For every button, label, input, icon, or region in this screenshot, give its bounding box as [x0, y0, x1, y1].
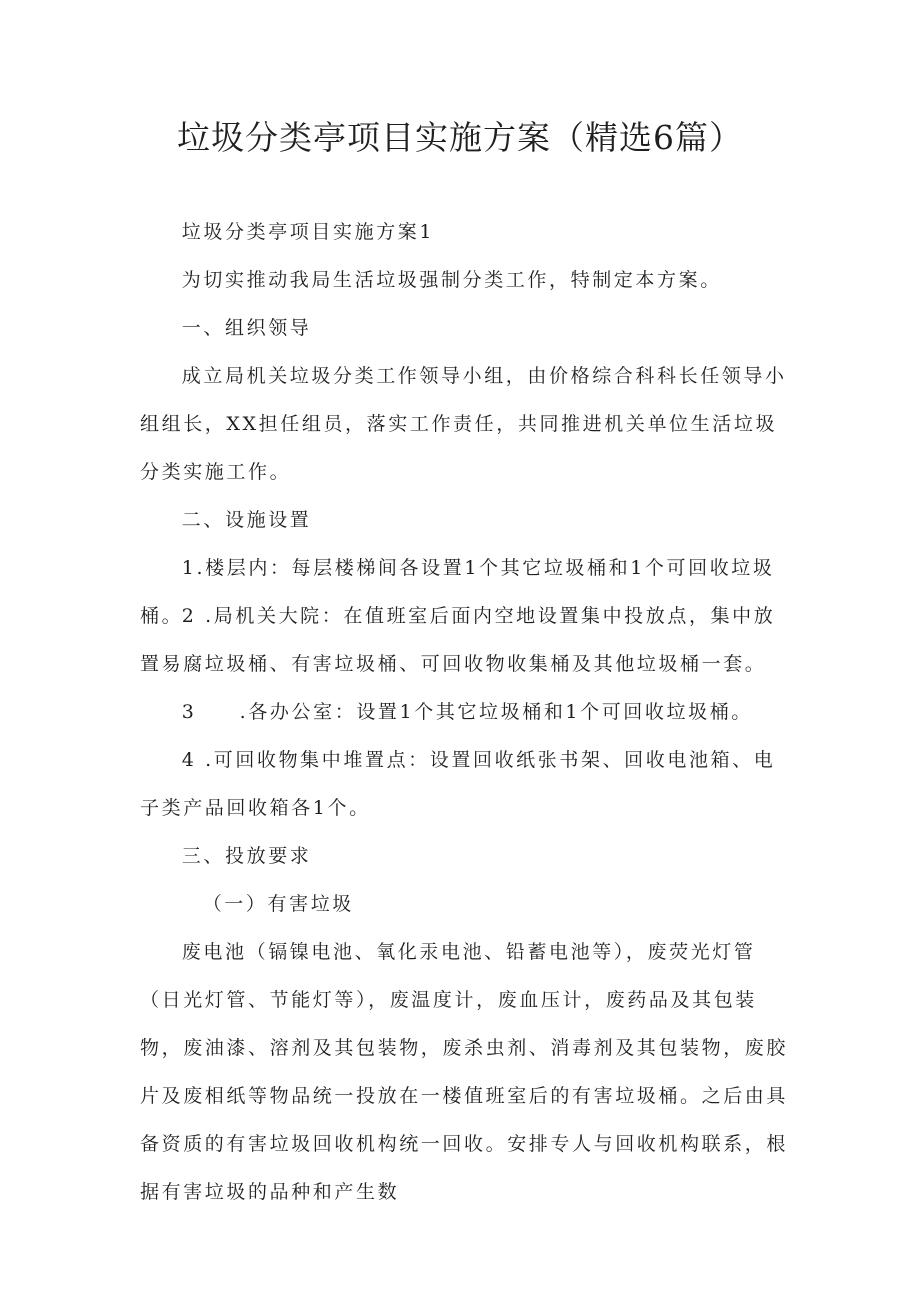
- section-heading-disposal: 三、投放要求: [181, 845, 312, 867]
- hazardous-waste-paragraph: 废电池（镉镍电池、氧化汞电池、铅蓄电池等），废荧光灯管（日光灯管、节能灯等），废温度计，废血压计，废药品及其包装物，废油漆、溶剂及其包装物，废杀虫剂、消毒剂及其包装物，废胶片及废相纸等物品统一投放在一楼值班室后的有害垃圾桶。之后由具备资质的有害垃圾回收机构统一回收。安排专人与回收机构联系，根据有害垃圾的品种和产生数: [140, 941, 789, 1203]
- facility-item-4: 4 .可回收物集中堆置点：设置回收纸张书架、回收电池箱、电子类产品回收箱各1个。: [140, 749, 776, 819]
- facility-item-2: 2 .局机关大院：在值班室后面内空地设置集中投放点，集中放置易腐垃圾桶、有害垃圾桶、可回收物收集桶及其他垃圾桶一套。: [140, 605, 776, 675]
- facility-item-3: 3 .各办公室：设置1个其它垃圾桶和1个可回收垃圾桶。: [181, 701, 753, 723]
- document-title: 垃圾分类亭项目实施方案（精选6篇）: [177, 118, 743, 157]
- section-heading-organization: 一、组织领导: [181, 317, 312, 339]
- subsection-heading-hazardous: （一）有害垃圾: [202, 893, 354, 915]
- organization-paragraph: 成立局机关垃圾分类工作领导小组，由价格综合科科长任领导小组组长，XX担任组员，落实工作责任，共同推进机关单位生活垃圾分类实施工作。: [140, 365, 787, 483]
- intro-paragraph: 为切实推动我局生活垃圾强制分类工作，特制定本方案。: [181, 269, 722, 291]
- section-heading-facilities: 二、设施设置: [181, 509, 312, 531]
- section-heading-plan-1: 垃圾分类亭项目实施方案1: [181, 221, 435, 243]
- facility-item-1: 1.楼层内：每层楼梯间各设置1个其它垃圾桶和1个可回收垃圾桶。: [140, 557, 775, 627]
